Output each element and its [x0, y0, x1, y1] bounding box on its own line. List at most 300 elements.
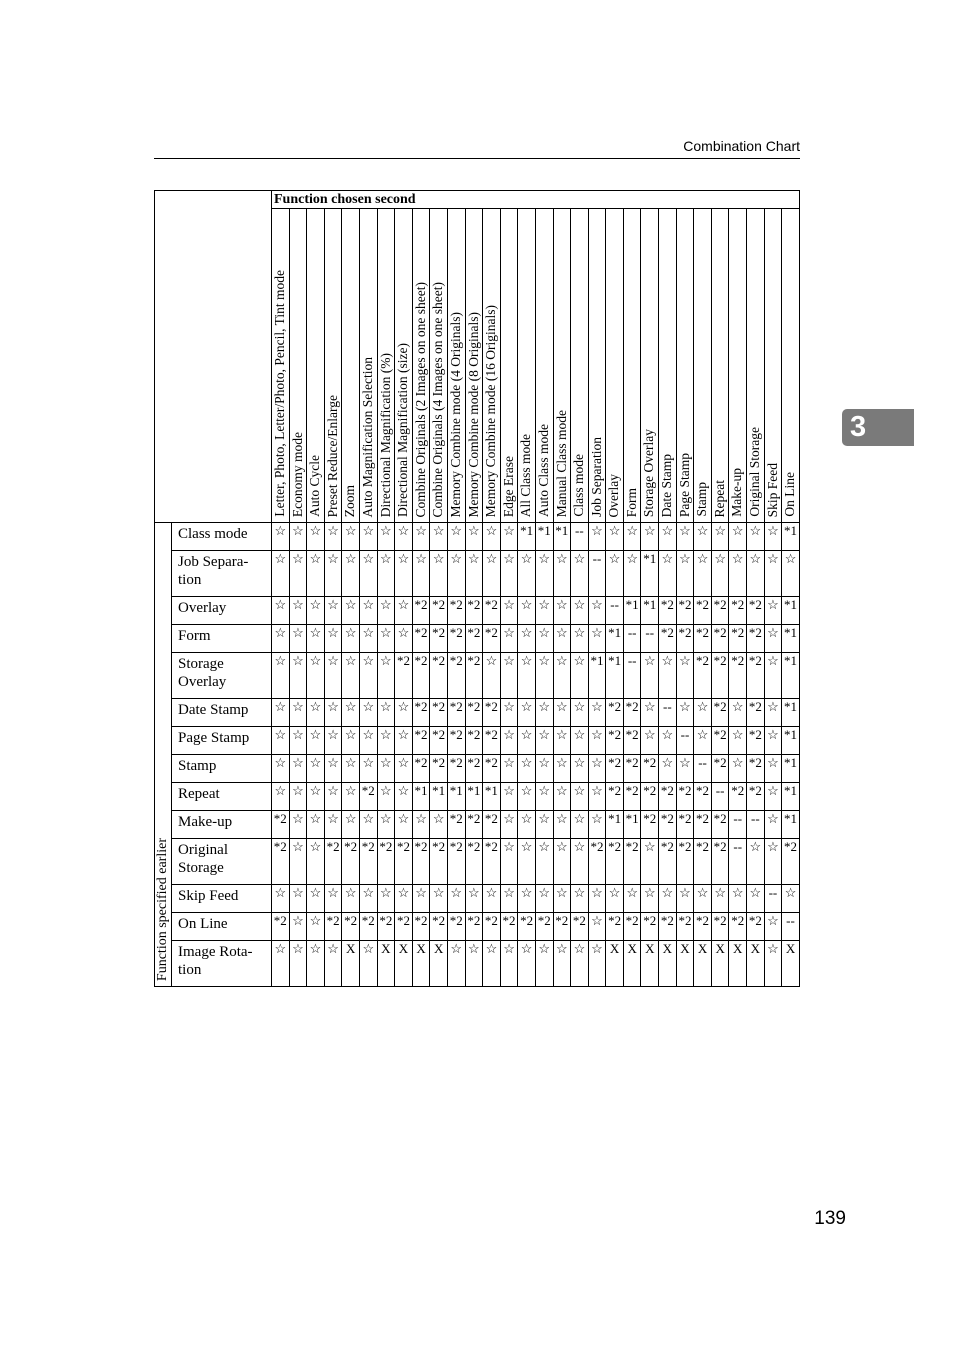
table-cell: ☆	[307, 783, 325, 811]
table-cell: *2	[377, 913, 395, 941]
table-cell: ☆	[641, 699, 659, 727]
table-cell: ☆	[571, 885, 589, 913]
table-cell: ☆	[518, 597, 536, 625]
table-cell: *2	[623, 913, 641, 941]
column-header-label: Form	[623, 487, 639, 517]
table-cell: *2	[729, 625, 747, 653]
table-cell: ☆	[711, 885, 729, 913]
table-cell: *2	[711, 913, 729, 941]
table-cell: ☆	[623, 523, 641, 551]
table-cell: ☆	[395, 885, 413, 913]
table-cell: ☆	[518, 699, 536, 727]
column-header-label: Storage Overlay	[641, 428, 657, 517]
table-cell: ☆	[412, 885, 430, 913]
column-header-label: Economy mode	[289, 431, 305, 517]
table-cell: ☆	[395, 783, 413, 811]
table-cell: *2	[483, 755, 501, 783]
row-label: Class mode	[172, 523, 272, 551]
function-specified-earlier-header	[155, 523, 172, 987]
table-cell: ☆	[764, 699, 782, 727]
table-cell: *2	[694, 597, 712, 625]
table-cell: ☆	[324, 811, 342, 839]
table-cell: ☆	[659, 653, 677, 699]
table-cell: ☆	[553, 839, 571, 885]
table-cell: ☆	[500, 839, 518, 885]
table-cell: *2	[659, 783, 677, 811]
table-cell: ☆	[359, 653, 377, 699]
table-cell: ☆	[272, 523, 290, 551]
table-cell: *1	[606, 625, 624, 653]
table-cell: X	[623, 941, 641, 987]
table-cell: ☆	[535, 653, 553, 699]
table-cell: ☆	[377, 885, 395, 913]
column-header	[553, 209, 571, 523]
column-header-label: Combine Originals (2 Images on one sheet)	[412, 281, 428, 517]
table-cell: ☆	[412, 811, 430, 839]
table-cell: ☆	[465, 941, 483, 987]
table-cell: *1	[782, 625, 800, 653]
table-cell: *2	[694, 783, 712, 811]
table-cell: ☆	[324, 885, 342, 913]
table-cell: ☆	[764, 727, 782, 755]
table-cell: ☆	[307, 727, 325, 755]
table-cell: ☆	[342, 783, 360, 811]
row-label: Stamp	[172, 755, 272, 783]
column-header-label: Class mode	[571, 454, 587, 517]
table-cell: *2	[623, 727, 641, 755]
table-cell: ☆	[571, 727, 589, 755]
table-cell: ☆	[359, 727, 377, 755]
table-cell: *2	[412, 653, 430, 699]
table-cell: *2	[500, 913, 518, 941]
table-cell: ☆	[395, 625, 413, 653]
table-row	[155, 941, 800, 987]
table-cell: ☆	[588, 885, 606, 913]
table-cell: *1	[518, 523, 536, 551]
table-cell: X	[412, 941, 430, 987]
table-cell: *1	[641, 551, 659, 597]
table-cell: ☆	[518, 727, 536, 755]
corner-cell	[155, 191, 272, 523]
column-header	[430, 209, 448, 523]
table-cell: --	[729, 839, 747, 885]
table-cell: ☆	[377, 699, 395, 727]
table-cell: ☆	[324, 755, 342, 783]
table-cell: ☆	[676, 755, 694, 783]
table-cell: --	[782, 913, 800, 941]
table-cell: ☆	[659, 727, 677, 755]
table-cell: ☆	[571, 653, 589, 699]
table-cell: *2	[659, 913, 677, 941]
column-header-label: All Class mode	[518, 433, 534, 517]
table-cell: ☆	[359, 699, 377, 727]
table-cell: ☆	[500, 811, 518, 839]
table-cell: *2	[518, 913, 536, 941]
table-row	[155, 597, 800, 625]
table-cell: ☆	[395, 523, 413, 551]
table-cell: ☆	[747, 885, 765, 913]
table-cell: ☆	[553, 885, 571, 913]
column-header	[342, 209, 360, 523]
column-header	[465, 209, 483, 523]
table-cell: *2	[747, 755, 765, 783]
table-row	[155, 783, 800, 811]
table-cell: *2	[447, 811, 465, 839]
table-cell: ☆	[500, 523, 518, 551]
table-cell: ☆	[289, 755, 307, 783]
table-cell: ☆	[606, 523, 624, 551]
title-row	[155, 191, 800, 209]
table-cell: *1	[447, 783, 465, 811]
table-cell: *2	[535, 913, 553, 941]
column-header	[535, 209, 553, 523]
row-label: Overlay	[172, 597, 272, 625]
table-cell: ☆	[764, 551, 782, 597]
table-cell: *2	[747, 783, 765, 811]
table-cell: ☆	[377, 811, 395, 839]
table-cell: ☆	[342, 755, 360, 783]
table-cell: *2	[606, 699, 624, 727]
table-cell: *2	[447, 727, 465, 755]
table-cell: *2	[711, 727, 729, 755]
table-cell: *2	[342, 913, 360, 941]
table-cell: ☆	[518, 811, 536, 839]
table-cell: *2	[606, 913, 624, 941]
table-cell: ☆	[676, 523, 694, 551]
page-number: 139	[814, 1208, 846, 1229]
column-header-label: Manual Class mode	[553, 409, 569, 517]
column-header-label: Stamp	[694, 482, 710, 517]
table-cell: *2	[676, 839, 694, 885]
table-cell: ☆	[465, 523, 483, 551]
table-cell: ☆	[676, 885, 694, 913]
table-cell: ☆	[641, 523, 659, 551]
table-cell: ☆	[500, 727, 518, 755]
column-header	[483, 209, 501, 523]
row-label: Storage Overlay	[172, 653, 272, 699]
table-cell: *2	[623, 699, 641, 727]
table-cell: ☆	[465, 885, 483, 913]
column-header	[694, 209, 712, 523]
table-cell: ☆	[553, 551, 571, 597]
table-cell: *2	[324, 839, 342, 885]
table-cell: ☆	[535, 839, 553, 885]
column-header-label: Directional Magnification (%)	[377, 352, 393, 517]
table-cell: ☆	[764, 913, 782, 941]
table-cell: ☆	[377, 783, 395, 811]
column-header-label: On Line	[782, 472, 798, 517]
table-cell: *2	[465, 839, 483, 885]
row-label: Original Storage	[172, 839, 272, 885]
table-cell: *2	[430, 653, 448, 699]
table-cell: ☆	[588, 783, 606, 811]
table-cell: ☆	[377, 523, 395, 551]
table-row	[155, 727, 800, 755]
table-cell: *2	[483, 625, 501, 653]
table-cell: ☆	[764, 597, 782, 625]
table-cell: ☆	[307, 755, 325, 783]
table-cell: ☆	[764, 755, 782, 783]
table-cell: *2	[711, 811, 729, 839]
table-cell: ☆	[500, 885, 518, 913]
column-header-label: Repeat	[711, 479, 727, 517]
table-cell: *2	[676, 783, 694, 811]
table-cell: *2	[641, 811, 659, 839]
table-cell: *2	[465, 811, 483, 839]
row-label: Form	[172, 625, 272, 653]
table-cell: ☆	[377, 755, 395, 783]
table-cell: ☆	[747, 839, 765, 885]
table-cell: *2	[747, 597, 765, 625]
table-cell: ☆	[641, 653, 659, 699]
table-cell: ☆	[430, 551, 448, 597]
table-cell: ☆	[729, 551, 747, 597]
table-cell: ☆	[377, 727, 395, 755]
table-cell: ☆	[623, 885, 641, 913]
table-cell: ☆	[747, 523, 765, 551]
table-cell: ☆	[659, 523, 677, 551]
function-specified-earlier-label: Function specified earlier	[155, 837, 170, 981]
column-header	[729, 209, 747, 523]
table-cell: ☆	[430, 523, 448, 551]
table-row	[155, 755, 800, 783]
table-cell: X	[694, 941, 712, 987]
table-row	[155, 913, 800, 941]
table-cell: ☆	[500, 755, 518, 783]
table-cell: --	[606, 597, 624, 625]
table-cell: ☆	[272, 653, 290, 699]
table-cell: ☆	[518, 783, 536, 811]
table-cell: ☆	[500, 941, 518, 987]
table-cell: *2	[447, 625, 465, 653]
table-cell: ☆	[518, 551, 536, 597]
table-cell: ☆	[307, 839, 325, 885]
table-cell: *2	[711, 653, 729, 699]
table-cell: ☆	[272, 885, 290, 913]
table-cell: ☆	[518, 941, 536, 987]
table-cell: *1	[782, 597, 800, 625]
table-cell: ☆	[553, 625, 571, 653]
table-cell: ☆	[571, 755, 589, 783]
column-header-label: Job Separation	[588, 437, 604, 517]
table-cell: *2	[447, 839, 465, 885]
table-cell: *2	[747, 625, 765, 653]
column-header-label: Overlay	[606, 473, 622, 517]
table-cell: ☆	[518, 839, 536, 885]
table-cell: *1	[606, 811, 624, 839]
table-cell: ☆	[272, 755, 290, 783]
table-cell: ☆	[272, 625, 290, 653]
table-cell: *2	[747, 727, 765, 755]
table-cell: ☆	[342, 523, 360, 551]
column-header	[447, 209, 465, 523]
table-cell: --	[623, 625, 641, 653]
table-cell: *1	[782, 523, 800, 551]
table-cell: ☆	[553, 727, 571, 755]
table-cell: *2	[747, 913, 765, 941]
table-cell: ☆	[447, 523, 465, 551]
table-cell: ☆	[483, 653, 501, 699]
table-cell: ☆	[430, 811, 448, 839]
table-cell: --	[676, 727, 694, 755]
table-cell: X	[659, 941, 677, 987]
column-header	[676, 209, 694, 523]
column-header	[272, 209, 290, 523]
table-cell: ☆	[571, 811, 589, 839]
table-cell: *2	[412, 727, 430, 755]
table-cell: *2	[412, 755, 430, 783]
column-header-label: Zoom	[342, 484, 358, 517]
column-header	[606, 209, 624, 523]
table-cell: ☆	[359, 811, 377, 839]
table-cell: ☆	[711, 523, 729, 551]
table-cell: ☆	[606, 551, 624, 597]
table-cell: X	[782, 941, 800, 987]
table-row	[155, 839, 800, 885]
table-cell: ☆	[289, 839, 307, 885]
table-cell: *2	[641, 755, 659, 783]
table-cell: *1	[623, 597, 641, 625]
table-cell: ☆	[465, 551, 483, 597]
table-cell: *2	[641, 783, 659, 811]
column-header-label: Edge Erase	[500, 455, 516, 517]
column-header-label: Memory Combine mode (8 Originals)	[465, 311, 481, 517]
table-cell: ☆	[289, 783, 307, 811]
table-cell: ☆	[588, 597, 606, 625]
column-header-label: Preset Reduce/Enlarge	[324, 394, 340, 517]
table-cell: ☆	[518, 755, 536, 783]
table-cell: *2	[342, 839, 360, 885]
table-cell: ☆	[676, 699, 694, 727]
table-cell: X	[377, 941, 395, 987]
table-cell: ☆	[342, 811, 360, 839]
table-cell: *2	[447, 597, 465, 625]
table-cell: *2	[272, 811, 290, 839]
table-cell: *2	[483, 913, 501, 941]
table-row	[155, 885, 800, 913]
table-cell: ☆	[307, 625, 325, 653]
table-cell: --	[747, 811, 765, 839]
table-cell: ☆	[307, 551, 325, 597]
table-cell: ☆	[500, 653, 518, 699]
table-cell: ☆	[324, 597, 342, 625]
table-cell: *1	[782, 727, 800, 755]
table-cell: --	[694, 755, 712, 783]
table-cell: *2	[623, 755, 641, 783]
table-cell: X	[711, 941, 729, 987]
table-cell: ☆	[289, 727, 307, 755]
table-cell: *2	[465, 625, 483, 653]
table-cell: *2	[711, 597, 729, 625]
table-cell: ☆	[641, 839, 659, 885]
table-cell: *2	[729, 597, 747, 625]
table-cell: ☆	[535, 625, 553, 653]
table-cell: ☆	[729, 885, 747, 913]
table-cell: ☆	[483, 885, 501, 913]
table-cell: *1	[641, 597, 659, 625]
table-cell: *2	[377, 839, 395, 885]
table-cell: ☆	[588, 913, 606, 941]
table-cell: ☆	[518, 885, 536, 913]
table-cell: *1	[535, 523, 553, 551]
table-cell: *2	[395, 839, 413, 885]
table-cell: ☆	[729, 699, 747, 727]
table-cell: ☆	[694, 551, 712, 597]
table-cell: ☆	[588, 523, 606, 551]
table-cell: --	[588, 551, 606, 597]
table-cell: ☆	[606, 885, 624, 913]
table-cell: --	[659, 699, 677, 727]
table-cell: *2	[430, 699, 448, 727]
table-cell: ☆	[289, 699, 307, 727]
table-cell: *2	[272, 913, 290, 941]
table-row	[155, 811, 800, 839]
table-cell: ☆	[483, 523, 501, 551]
table-cell: ☆	[676, 551, 694, 597]
table-cell: *2	[359, 783, 377, 811]
table-cell: ☆	[553, 755, 571, 783]
table-cell: ☆	[500, 551, 518, 597]
table-row	[155, 699, 800, 727]
table-cell: *2	[571, 913, 589, 941]
table-cell: *2	[395, 653, 413, 699]
column-header-label: Skip Feed	[764, 462, 780, 517]
table-cell: ☆	[729, 755, 747, 783]
table-cell: ☆	[641, 727, 659, 755]
table-cell: ☆	[588, 941, 606, 987]
table-cell: X	[676, 941, 694, 987]
table-cell: ☆	[694, 885, 712, 913]
table-cell: ☆	[272, 699, 290, 727]
table-cell: --	[641, 625, 659, 653]
table-cell: X	[395, 941, 413, 987]
table-cell: ☆	[588, 755, 606, 783]
table-cell: ☆	[518, 653, 536, 699]
table-cell: ☆	[535, 811, 553, 839]
table-cell: ☆	[324, 523, 342, 551]
table-cell: *2	[465, 597, 483, 625]
row-label: Repeat	[172, 783, 272, 811]
table-cell: *2	[623, 839, 641, 885]
table-cell: ☆	[342, 727, 360, 755]
table-cell: *2	[676, 625, 694, 653]
row-label: Page Stamp	[172, 727, 272, 755]
table-cell: ☆	[395, 727, 413, 755]
table-cell: ☆	[571, 699, 589, 727]
table-cell: ☆	[500, 625, 518, 653]
table-cell: ☆	[764, 653, 782, 699]
table-cell: ☆	[500, 699, 518, 727]
table-cell: ☆	[571, 839, 589, 885]
table-cell: *1	[623, 811, 641, 839]
table-cell: *2	[676, 811, 694, 839]
table-cell: *2	[694, 913, 712, 941]
column-header-label: Make-up	[729, 468, 745, 517]
table-cell: ☆	[377, 597, 395, 625]
table-cell: ☆	[289, 913, 307, 941]
table-cell: *2	[359, 913, 377, 941]
row-label: Image Rota- tion	[172, 941, 272, 987]
table-cell: *1	[606, 653, 624, 699]
table-cell: ☆	[535, 885, 553, 913]
table-cell: *2	[729, 783, 747, 811]
table-cell: *2	[623, 783, 641, 811]
table-cell: *2	[412, 699, 430, 727]
table-cell: ☆	[553, 783, 571, 811]
table-cell: *2	[359, 839, 377, 885]
table-cell: X	[606, 941, 624, 987]
column-header-label: Date Stamp	[659, 453, 675, 517]
